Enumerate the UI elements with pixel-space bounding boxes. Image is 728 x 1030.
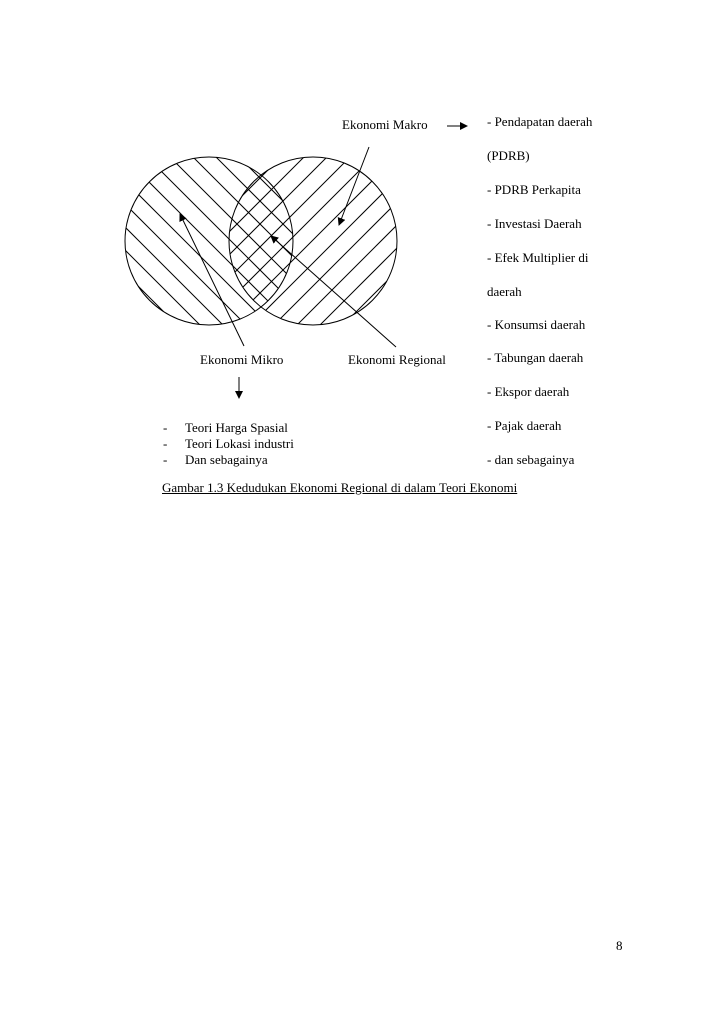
hatch-line	[35, 33, 451, 449]
mikro-list-item-text: Teori Lokasi industri	[185, 436, 294, 451]
hatch-line	[0, 33, 416, 449]
hatch-line	[81, 33, 497, 449]
makro-list-item: - Ekspor daerah	[487, 384, 570, 399]
hatch-right-circle	[0, 33, 727, 449]
hatch-line	[0, 33, 301, 449]
makro-list-item: - Konsumsi daerah	[487, 317, 586, 332]
hatch-line	[0, 33, 405, 449]
hatch-line	[219, 33, 635, 449]
hatch-line	[12, 33, 428, 449]
hatch-line	[0, 33, 336, 449]
makro-list-item: - Pajak daerah	[487, 418, 562, 433]
hatch-line	[0, 33, 255, 449]
hatch-line	[0, 33, 232, 449]
hatch-line	[0, 33, 347, 449]
circle-ekonomi-mikro	[125, 157, 293, 325]
list-bullet: -	[163, 436, 168, 451]
label-ekonomi-makro: Ekonomi Makro	[342, 117, 428, 132]
label-ekonomi-regional: Ekonomi Regional	[348, 352, 446, 367]
hatch-line	[0, 33, 382, 449]
makro-list-item: - PDRB Perkapita	[487, 182, 581, 197]
makro-list-item: - Tabungan daerah	[487, 350, 584, 365]
makro-list-item: - Pendapatan daerah	[487, 114, 593, 129]
hatch-line	[46, 33, 462, 449]
arrow-regional-to-intersection	[271, 236, 396, 347]
hatch-line	[127, 33, 543, 449]
makro-list-item: (PDRB)	[487, 148, 530, 163]
makro-list-item: - dan sebagainya	[487, 452, 575, 467]
hatch-line	[0, 33, 393, 449]
list-bullet: -	[163, 452, 168, 467]
page-number: 8	[616, 938, 623, 953]
figure-caption: Gambar 1.3 Kedudukan Ekonomi Regional di dalam Teori Ekonomi	[162, 480, 518, 495]
mikro-list-item-text: Teori Harga Spasial	[185, 420, 288, 435]
hatch-line	[0, 33, 359, 449]
hatch-line	[104, 33, 520, 449]
hatch-line	[0, 33, 209, 449]
list-bullet: -	[163, 420, 168, 435]
hatch-line	[115, 33, 531, 449]
makro-list-item: - Investasi Daerah	[487, 216, 582, 231]
label-ekonomi-mikro: Ekonomi Mikro	[200, 352, 284, 367]
hatch-line	[23, 33, 439, 449]
mikro-list-item-text: Dan sebagainya	[185, 452, 268, 467]
mikro-list-item	[163, 436, 294, 452]
mikro-list-item	[163, 420, 288, 436]
makro-list-item: daerah	[487, 284, 522, 299]
arrow-mikro-to-circle	[180, 214, 244, 346]
hatch-line	[265, 33, 681, 449]
hatch-line	[242, 33, 658, 449]
mikro-list-item	[163, 452, 268, 468]
hatch-line	[92, 33, 508, 449]
hatch-line	[58, 33, 474, 449]
makro-list-item: - Efek Multiplier di	[487, 250, 589, 265]
